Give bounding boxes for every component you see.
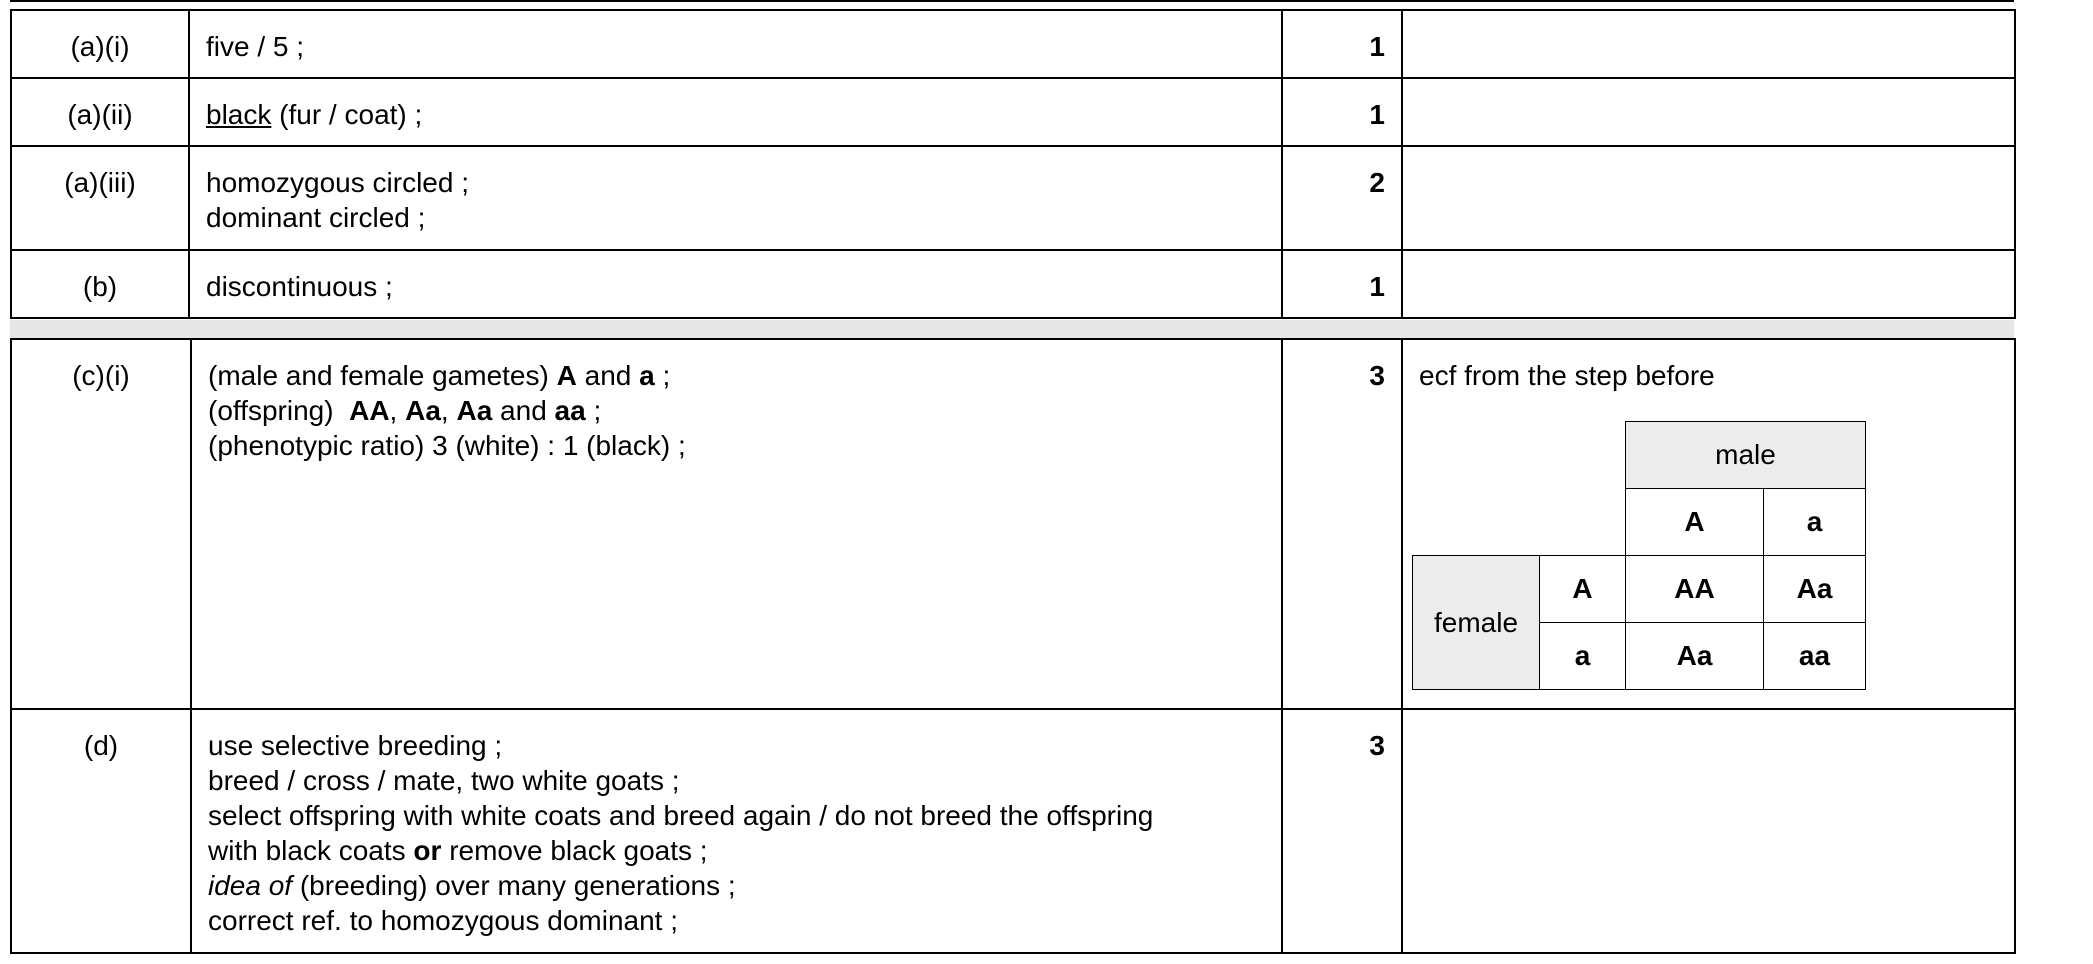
- answer-line: homozygous circled ;: [206, 167, 470, 198]
- answer-text: ;: [654, 360, 671, 391]
- answer-cell: [191, 339, 1282, 709]
- question-number: (c)(i): [11, 339, 191, 709]
- question-number: (a)(iii): [11, 146, 189, 250]
- question-number: (d): [11, 709, 191, 953]
- answer-cell: [189, 250, 1282, 318]
- question-number: (b): [11, 250, 189, 318]
- answer-text: and: [492, 395, 555, 426]
- guidance-cell: [1402, 250, 2015, 318]
- offspring-genotype: Aa: [1764, 556, 1866, 623]
- answer-line: discontinuous ;: [206, 271, 393, 302]
- answer-line: [208, 868, 1267, 903]
- table-row: [11, 709, 2015, 953]
- punnett-square: [1412, 421, 1866, 690]
- answer-cell: [191, 709, 1282, 953]
- male-gamete: a: [1764, 489, 1866, 556]
- genotype: Aa: [405, 395, 441, 426]
- punnett-row: [1413, 489, 1866, 556]
- table-row: [11, 250, 2015, 318]
- answer-cell: [189, 78, 1282, 146]
- question-number: (a)(i): [11, 10, 189, 78]
- answer-cell: [189, 10, 1282, 78]
- answer-text: ,: [440, 395, 457, 426]
- genotype: AA: [349, 395, 390, 426]
- marks-cell: 1: [1282, 10, 1402, 78]
- punnett-blank: [1413, 422, 1540, 489]
- answer-text: ,: [389, 395, 406, 426]
- female-label: female: [1413, 556, 1540, 690]
- answer-text: (offspring): [208, 395, 350, 426]
- allele-symbol: A: [556, 360, 577, 391]
- table-row: [11, 78, 2015, 146]
- punnett-blank: [1413, 489, 1540, 556]
- answer-text: (breeding) over many generations ;: [292, 870, 736, 901]
- answer-text: and: [576, 360, 640, 391]
- marks-cell: 3: [1282, 339, 1402, 709]
- punnett-row: [1413, 422, 1866, 489]
- guidance-cell: [1402, 10, 2015, 78]
- male-label: male: [1626, 422, 1866, 489]
- marks-cell: 2: [1282, 146, 1402, 250]
- punnett-blank: [1540, 489, 1626, 556]
- punnett-row: [1413, 556, 1866, 623]
- top-border: [10, 0, 2014, 2]
- answer-line: [208, 393, 1267, 428]
- offspring-genotype: aa: [1764, 623, 1866, 690]
- answer-rest: (fur / coat) ;: [271, 99, 423, 130]
- question-number: (a)(ii): [11, 78, 189, 146]
- guidance-cell: [1402, 78, 2015, 146]
- answer-text: (male and female gametes): [208, 360, 557, 391]
- genotype: aa: [554, 395, 586, 426]
- guidance-cell: [1402, 146, 2015, 250]
- idea-of-label: idea of: [208, 870, 293, 901]
- marks-cell: 1: [1282, 250, 1402, 318]
- guidance-text: ecf from the step before: [1419, 360, 1715, 391]
- female-gamete: a: [1540, 623, 1626, 690]
- guidance-cell: [1402, 709, 2015, 953]
- or-keyword: or: [413, 835, 442, 866]
- answer-line: five / 5 ;: [206, 31, 305, 62]
- mark-scheme-table-top: [10, 9, 2016, 319]
- table-row: [11, 146, 2015, 250]
- female-gamete: A: [1540, 556, 1626, 623]
- table-row: [11, 10, 2015, 78]
- page-break-band: [10, 320, 2014, 338]
- answer-line: breed / cross / mate, two white goats ;: [208, 765, 680, 796]
- allele-symbol: a: [639, 360, 655, 391]
- underlined-answer: black: [206, 99, 272, 130]
- answer-line: correct ref. to homozygous dominant ;: [208, 905, 678, 936]
- answer-line: use selective breeding ;: [208, 730, 503, 761]
- answer-line: [208, 833, 1267, 868]
- marks-cell: 1: [1282, 78, 1402, 146]
- answer-line: dominant circled ;: [206, 202, 426, 233]
- answer-line: (phenotypic ratio) 3 (white) : 1 (black) ;: [208, 430, 686, 461]
- genotype: Aa: [456, 395, 493, 426]
- answer-line: [208, 358, 1267, 393]
- male-gamete: A: [1626, 489, 1764, 556]
- answer-text: ;: [585, 395, 602, 426]
- marks-cell: 3: [1282, 709, 1402, 953]
- answer-line: select offspring with white coats and breed again / do not breed the offspring: [208, 800, 1154, 831]
- punnett-blank: [1540, 422, 1626, 489]
- answer-text: with black coats: [208, 835, 414, 866]
- answer-line: [206, 97, 1267, 132]
- answer-cell: [189, 146, 1282, 250]
- answer-text: remove black goats ;: [441, 835, 708, 866]
- offspring-genotype: Aa: [1626, 623, 1764, 690]
- offspring-genotype: AA: [1626, 556, 1764, 623]
